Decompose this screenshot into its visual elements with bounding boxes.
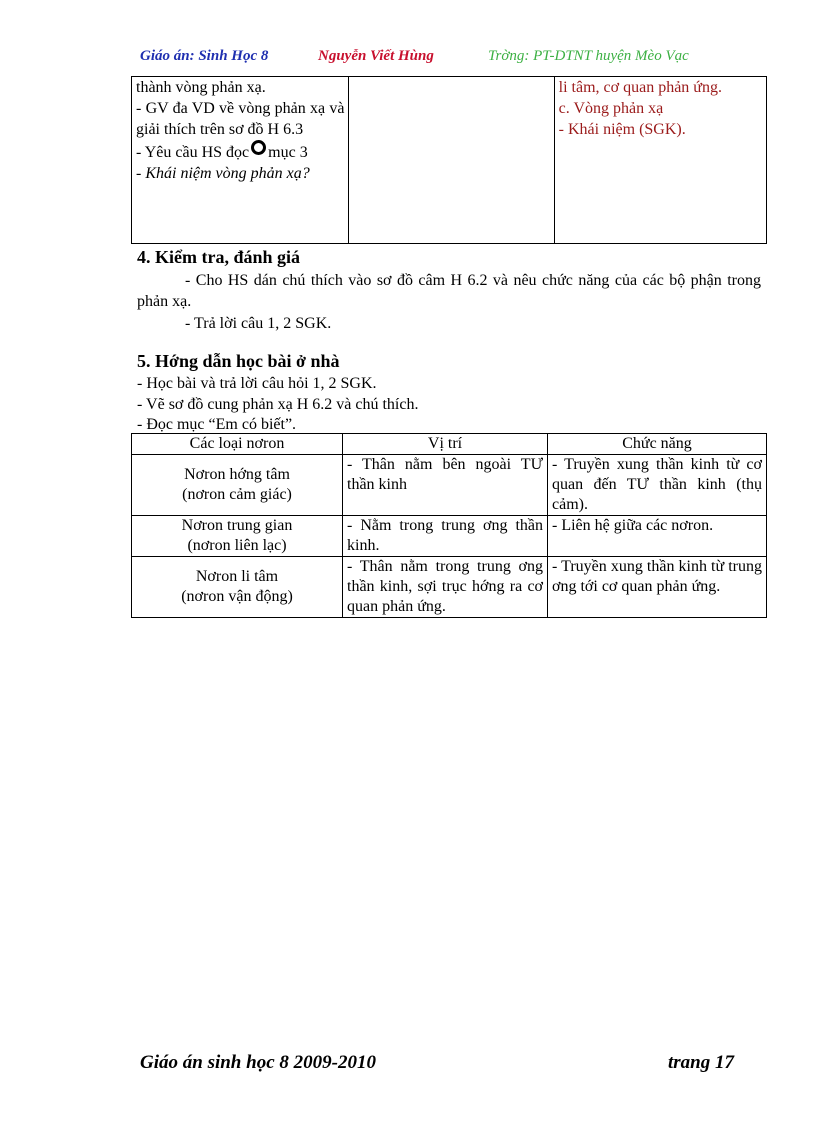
activity-text: mục 3 [268, 144, 308, 161]
neuron-position: - Thân nằm trong trung ơng thần kinh, sợi trục hớng ra cơ quan phản ứng. [343, 557, 548, 618]
header-subject: Giáo án: Sinh Học 8 [140, 48, 269, 64]
neuron-type [132, 516, 343, 557]
footer-title: Giáo án sinh học 8 2009-2010 [140, 1052, 376, 1073]
column-header: Các loại nơron [132, 434, 343, 455]
homework-item: - Đọc mục “Em có biết”. [137, 416, 297, 433]
empty-cell [349, 77, 554, 244]
neuron-alias: (nơron cảm giác) [182, 486, 292, 503]
lesson-table [131, 76, 767, 244]
content-cell [554, 77, 766, 244]
section-5-title: 5. Hớng dẫn học bài ở nhà [137, 351, 340, 371]
neuron-name: Nơron hớng tâm [184, 466, 290, 483]
neuron-name: Nơron trung gian [181, 517, 293, 534]
header-teacher: Nguyễn Viết Hùng [318, 48, 434, 64]
homework-item: - Học bài và trả lời câu hỏi 1, 2 SGK. [137, 375, 377, 392]
neuron-type [132, 557, 343, 618]
neuron-function: - Truyền xung thần kinh từ trung ơng tới cơ quan phản ứng. [548, 557, 767, 618]
activity-text: - Yêu cầu HS đọc [136, 144, 250, 161]
neuron-function: - Liên hệ giữa các nơron. [548, 516, 767, 557]
table-row [132, 516, 767, 557]
column-header: Chức năng [548, 434, 767, 455]
table-row [132, 77, 767, 244]
column-header: Vị trí [343, 434, 548, 455]
table-row [132, 557, 767, 618]
section-4-paragraph: - Cho HS dán chú thích vào sơ đồ câm H 6.2 và nêu chức năng của các bộ phận trong phản xạ. [137, 272, 761, 310]
activity-cell [132, 77, 349, 244]
header-school: Trờng: PT-DTNT huyện Mèo Vạc [488, 48, 689, 64]
activity-line: - GV đa VD về vòng phản xạ và giải thích trên sơ đồ H 6.3 [136, 100, 345, 138]
neuron-position: - Thân nằm bên ngoài TƯ thần kinh [343, 455, 548, 516]
circle-icon [251, 140, 266, 155]
activity-question: - Khái niệm vòng phản xạ? [136, 165, 310, 182]
section-4-paragraph: - Trả lời câu 1, 2 SGK. [185, 315, 332, 332]
neuron-alias: (nơron liên lạc) [187, 537, 287, 554]
neuron-table [131, 433, 767, 618]
page-number: trang 17 [668, 1052, 734, 1073]
section-4-title: 4. Kiểm tra, đánh giá [137, 247, 301, 267]
homework-item: - Vẽ sơ đồ cung phản xạ H 6.2 và chú thích. [137, 396, 419, 413]
neuron-position: - Nằm trong trung ơng thần kinh. [343, 516, 548, 557]
activity-line: thành vòng phản xạ. [136, 79, 266, 96]
content-line: c. Vòng phản xạ [558, 100, 664, 117]
content-line: li tâm, cơ quan phản ứng. [558, 79, 722, 96]
table-header-row [132, 434, 767, 455]
activity-line [136, 140, 344, 163]
neuron-alias: (nơron vận động) [181, 588, 293, 605]
content-line: - Khái niệm (SGK). [558, 121, 686, 138]
table-row [132, 455, 767, 516]
neuron-function: - Truyền xung thần kinh từ cơ quan đến TƯ thần kinh (thụ cảm). [548, 455, 767, 516]
page-header [140, 44, 760, 70]
neuron-type [132, 455, 343, 516]
neuron-name: Nơron li tâm [195, 568, 279, 585]
